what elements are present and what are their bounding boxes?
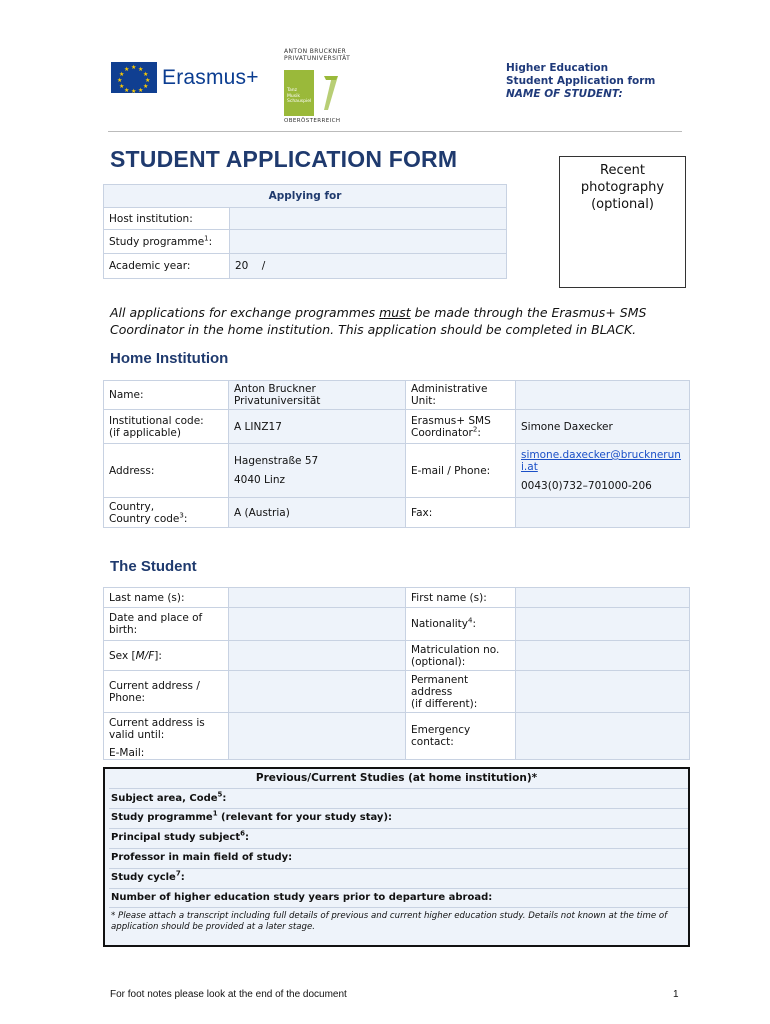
- fax-label: Fax:: [406, 498, 516, 528]
- professor-label[interactable]: Professor in main field of study:: [111, 852, 293, 863]
- nationality-field[interactable]: [516, 608, 690, 641]
- footer-note: For foot notes please look at the end of the document: [110, 989, 347, 1000]
- host-institution-field[interactable]: [230, 208, 507, 230]
- applying-for-table: [103, 184, 507, 279]
- sms-coordinator-value: Simone Daxecker: [516, 410, 690, 444]
- eu-flag-icon: ★ ★ ★ ★ ★ ★ ★ ★ ★ ★ ★ ★: [111, 62, 157, 93]
- erasmus-logo-text: Erasmus+: [162, 66, 259, 89]
- host-institution-label: Host institution:: [104, 208, 230, 230]
- study-cycle-label[interactable]: Study cycle$^7$:: [111, 869, 185, 883]
- matriculation-label: Matriculation no. (optional):: [406, 641, 516, 671]
- address-label: Address:: [104, 444, 229, 498]
- abu-logo-icon: Tanz Musik Schauspiel: [284, 70, 338, 116]
- study-programme-relevant-label[interactable]: Study programme$^1$ (relevant for your study stay):: [111, 809, 393, 823]
- emergency-contact-label: Emergency contact:: [406, 713, 516, 760]
- applying-heading: Applying for: [104, 185, 507, 208]
- email-phone-value: simone.daxecker@brucknerun i.at 0043(0)732–701000-206: [516, 444, 690, 498]
- home-institution-heading: Home Institution: [110, 350, 229, 367]
- student-heading: The Student: [110, 558, 197, 575]
- photo-box[interactable]: Recent photography (optional): [559, 156, 686, 288]
- study-programme-field[interactable]: [230, 230, 507, 254]
- birth-label: Date and place of birth:: [104, 608, 229, 641]
- first-name-field[interactable]: [516, 588, 690, 608]
- academic-year-field[interactable]: 20 /: [230, 254, 507, 279]
- address-value: Hagenstraße 57 4040 Linz: [229, 444, 406, 498]
- sex-label: Sex [M/F]:: [104, 641, 229, 671]
- abu-logo-title: ANTON BRUCKNER PRIVATUNIVERSITÄT: [284, 48, 351, 62]
- current-address-field[interactable]: [229, 671, 406, 713]
- permanent-address-field[interactable]: [516, 671, 690, 713]
- birth-field[interactable]: [229, 608, 406, 641]
- sms-coordinator-label: Erasmus+ SMS Coordinator$^2$:: [406, 410, 516, 444]
- academic-year-label: Academic year:: [104, 254, 230, 279]
- emergency-contact-field[interactable]: [516, 713, 690, 760]
- permanent-address-label: Permanent address (if different):: [406, 671, 516, 713]
- coordinator-email-link[interactable]: simone.daxecker@brucknerun i.at: [521, 449, 681, 473]
- admin-unit-field[interactable]: [516, 381, 690, 410]
- fax-field[interactable]: [516, 498, 690, 528]
- first-name-label: First name (s):: [406, 588, 516, 608]
- abu-logo-region: OBERÖSTERREICH: [284, 118, 341, 124]
- current-address-label: Current address / Phone:: [104, 671, 229, 713]
- country-label: Country, Country code$^3$:: [104, 498, 229, 528]
- page-number: 1: [673, 989, 679, 1000]
- nationality-label: Nationality$^4$:: [406, 608, 516, 641]
- email-phone-label: E-mail / Phone:: [406, 444, 516, 498]
- home-name-value: Anton Bruckner Privatuniversität: [229, 381, 406, 410]
- previous-studies-box: [103, 767, 690, 947]
- admin-unit-label: Administrative Unit:: [406, 381, 516, 410]
- header-divider: [108, 131, 682, 132]
- home-institution-table: [103, 380, 690, 528]
- intro-text: All applications for exchange programmes must be made through the Erasmus+ SMS Coordinator in the home institution. This application should be completed in BLACK.: [110, 305, 647, 337]
- country-value: A (Austria): [229, 498, 406, 528]
- page-title: STUDENT APPLICATION FORM: [110, 146, 458, 172]
- address-valid-label: Current address is valid until: E-Mail:: [104, 713, 229, 760]
- institutional-code-label: Institutional code: (if applicable): [104, 410, 229, 444]
- header-info: Higher Education Student Application form NAME OF STUDENT:: [506, 62, 656, 100]
- study-programme-label: Study programme$^1$:: [104, 230, 230, 254]
- transcript-note: * Please attach a transcript including full details of previous and current higher education study. Details not known at the time of application should be provided at a later stage.: [111, 911, 668, 932]
- subject-area-label[interactable]: Subject area, Code$^5$:: [111, 790, 227, 804]
- student-table: [103, 587, 690, 760]
- last-name-field[interactable]: [229, 588, 406, 608]
- sex-field[interactable]: [229, 641, 406, 671]
- study-years-label[interactable]: Number of higher education study years prior to departure abroad:: [111, 892, 493, 903]
- previous-studies-heading: Previous/Current Studies (at home institution)*: [255, 772, 538, 784]
- principal-subject-label[interactable]: Principal study subject$^6$:: [111, 829, 250, 843]
- address-valid-field[interactable]: [229, 713, 406, 760]
- institutional-code-value: A LINZ17: [229, 410, 406, 444]
- matriculation-field[interactable]: [516, 641, 690, 671]
- last-name-label: Last name (s):: [104, 588, 229, 608]
- home-name-label: Name:: [104, 381, 229, 410]
